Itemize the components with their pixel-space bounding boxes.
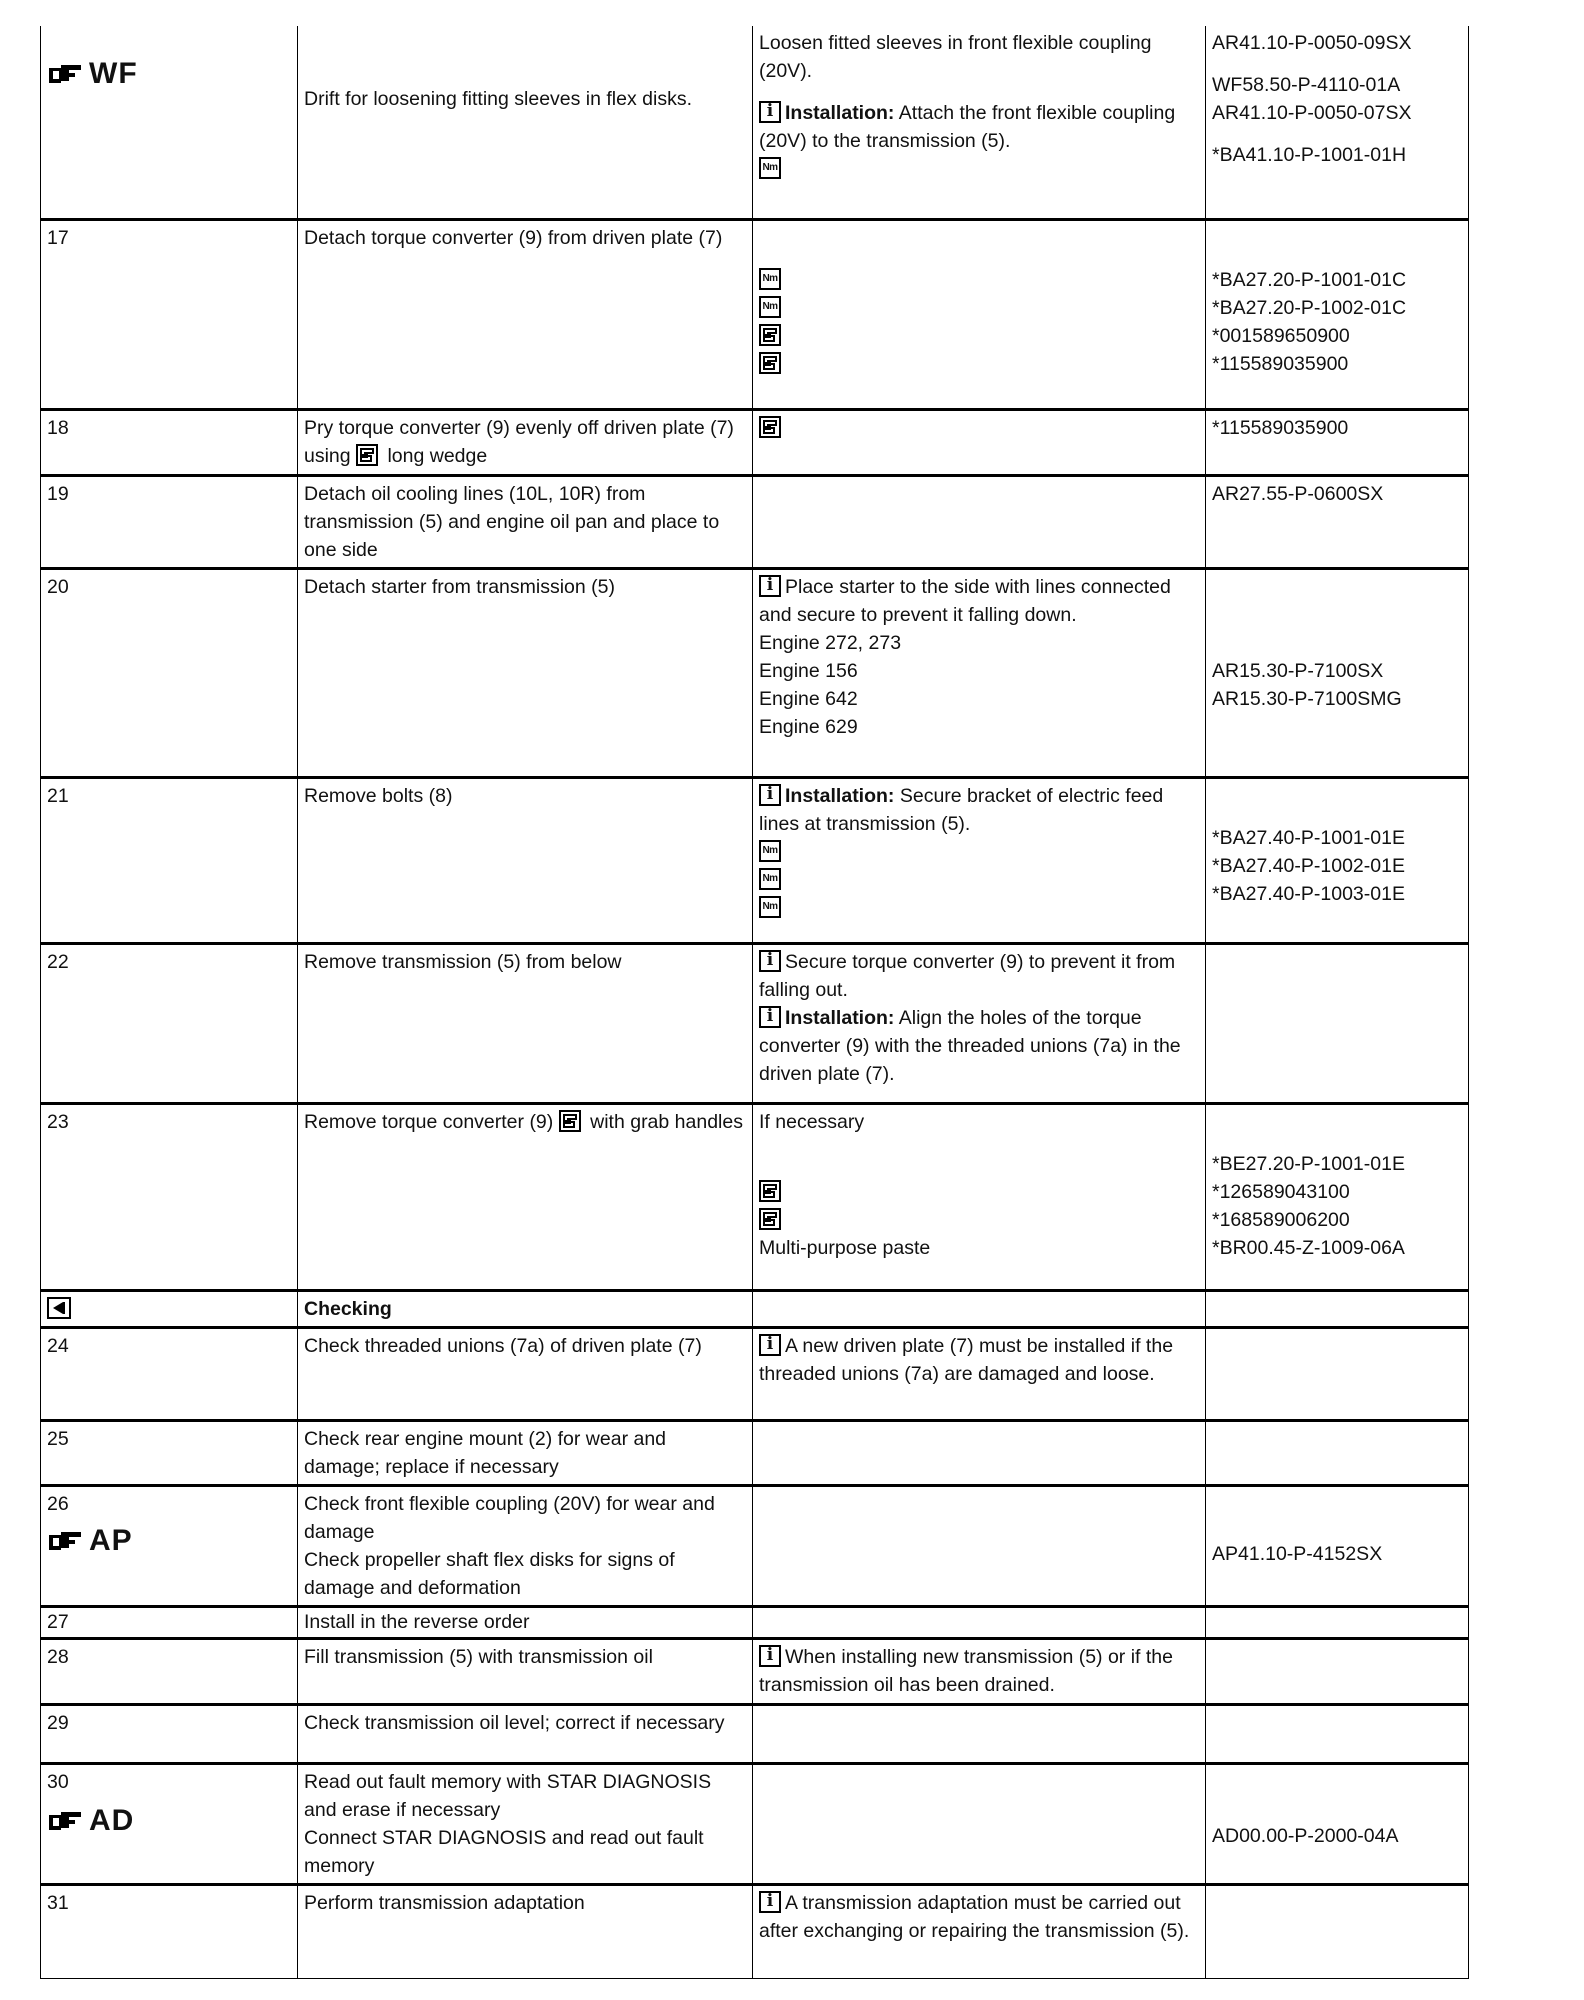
description-text xyxy=(304,29,746,57)
description-cell xyxy=(298,26,753,219)
notes-cell xyxy=(753,409,1206,475)
notes-cell xyxy=(753,26,1206,219)
reference-link[interactable]: AR41.10-P-0050-07SX xyxy=(1212,102,1412,124)
reference-link[interactable]: AR27.55-P-0600SX xyxy=(1212,482,1384,505)
notes-cell xyxy=(753,1884,1206,1978)
torque-nm-icon xyxy=(759,157,781,179)
info-icon xyxy=(759,1645,781,1667)
special-tool-icon xyxy=(759,416,781,438)
pointer-code: AD xyxy=(89,1803,135,1837)
description-cell xyxy=(298,1638,753,1704)
back-arrow-icon[interactable] xyxy=(47,1297,71,1319)
step-number: 25 xyxy=(41,1420,298,1485)
description-text: Fill transmission (5) with transmission oil xyxy=(304,1645,653,1668)
note-body: A new driven plate (7) must be installed if the threaded unions (7a) are damaged and loose. xyxy=(759,1334,1174,1385)
note-text xyxy=(759,1004,1199,1088)
note-body: When installing new transmission (5) or if the transmission oil has been drained. xyxy=(759,1645,1173,1696)
torque-nm-icon xyxy=(759,840,781,862)
step-number: 27 xyxy=(41,1606,298,1638)
reference-cell xyxy=(1206,1704,1469,1763)
step-cell xyxy=(41,26,298,219)
reference-cell xyxy=(1206,475,1469,568)
description-cell xyxy=(298,943,753,1103)
description-text: Read out fault memory with STAR DIAGNOSIS and erase if necessary xyxy=(304,1770,712,1821)
reference-link[interactable]: *BA27.40-P-1001-01E xyxy=(1212,826,1405,849)
info-icon xyxy=(759,1334,781,1356)
table-row xyxy=(41,777,1469,943)
description-cell xyxy=(298,1884,753,1978)
pointer-ad xyxy=(47,1803,291,1837)
installation-label: Installation: xyxy=(785,1006,895,1029)
description-cell xyxy=(298,409,753,475)
description-text: Check threaded unions (7a) of driven plate (7) xyxy=(304,1334,702,1357)
description-cell xyxy=(298,1485,753,1606)
note-text: Engine 629 xyxy=(759,715,858,738)
table-row xyxy=(41,1327,1469,1420)
reference-link[interactable]: WF58.50-P-4110-01A xyxy=(1212,74,1401,96)
note-text: Engine 272, 273 xyxy=(759,631,902,654)
special-tool-icon xyxy=(356,444,378,466)
pointing-hand-icon xyxy=(47,1529,87,1553)
table-row xyxy=(41,943,1469,1103)
description-text: Drift for loosening fitting sleeves in flex disks. xyxy=(304,88,693,110)
description-cell xyxy=(298,1606,753,1638)
notes-cell xyxy=(753,475,1206,568)
description-text: with grab handles xyxy=(590,1110,743,1133)
description-cell xyxy=(298,1103,753,1290)
description-cell xyxy=(298,777,753,943)
step-number: 21 xyxy=(41,777,298,943)
step-number: 17 xyxy=(41,219,298,409)
table-row xyxy=(41,568,1469,777)
description-cell xyxy=(298,1420,753,1485)
installation-label: Installation: xyxy=(785,784,895,807)
procedure-sheet xyxy=(40,26,1468,1979)
note-text xyxy=(759,1889,1199,1945)
reference-link[interactable]: *126589043100 xyxy=(1212,1180,1350,1203)
reference-cell xyxy=(1206,943,1469,1103)
description-text: Detach torque converter (9) from driven plate (7) xyxy=(304,226,723,249)
installation-label: Installation: xyxy=(785,102,895,124)
table-row xyxy=(41,1638,1469,1704)
reference-link[interactable]: AR41.10-P-0050-09SX xyxy=(1212,32,1412,54)
notes-cell xyxy=(753,1327,1206,1420)
reference-cell xyxy=(1206,1606,1469,1638)
notes-cell xyxy=(753,1704,1206,1763)
reference-cell xyxy=(1206,409,1469,475)
step-cell xyxy=(41,1763,298,1884)
reference-link[interactable]: *168589006200 xyxy=(1212,1208,1350,1231)
torque-nm-icon xyxy=(759,296,781,318)
notes-cell xyxy=(753,1763,1206,1884)
description-cell xyxy=(298,1763,753,1884)
torque-nm-icon xyxy=(759,868,781,890)
step-number: 29 xyxy=(41,1704,298,1763)
description-cell xyxy=(298,568,753,777)
reference-link[interactable]: AP41.10-P-4152SX xyxy=(1212,1542,1383,1565)
notes-cell xyxy=(753,1638,1206,1704)
reference-cell xyxy=(1206,1485,1469,1606)
notes-cell xyxy=(753,1606,1206,1638)
pointer-code: WF xyxy=(89,57,138,90)
table-row xyxy=(41,1704,1469,1763)
step-cell xyxy=(41,1290,298,1327)
step-number: 28 xyxy=(41,1638,298,1704)
reference-link[interactable]: *BA27.40-P-1003-01E xyxy=(1212,882,1405,905)
table-row xyxy=(41,1763,1469,1884)
reference-link[interactable]: *001589650900 xyxy=(1212,324,1350,347)
table-row xyxy=(41,1606,1469,1638)
torque-nm-icon xyxy=(759,896,781,918)
reference-link[interactable]: *115589035900 xyxy=(1212,416,1349,439)
description-text: Remove transmission (5) from below xyxy=(304,950,622,973)
note-text: Multi-purpose paste xyxy=(759,1236,931,1259)
table-row xyxy=(41,26,1469,219)
table-row xyxy=(41,1290,1469,1327)
table-row xyxy=(41,1103,1469,1290)
description-text: Install in the reverse order xyxy=(304,1610,530,1633)
description-text: Remove torque converter (9) xyxy=(304,1110,554,1133)
reference-cell xyxy=(1206,26,1469,219)
step-number: 18 xyxy=(41,409,298,475)
description-text: long wedge xyxy=(387,444,488,467)
reference-cell xyxy=(1206,1884,1469,1978)
note-text xyxy=(759,573,1199,629)
notes-cell xyxy=(753,1290,1206,1327)
table-row xyxy=(41,219,1469,409)
table-row xyxy=(41,1485,1469,1606)
pointer-code: AP xyxy=(89,1523,133,1557)
reference-link[interactable]: *115589035900 xyxy=(1212,352,1349,375)
info-icon xyxy=(759,1006,781,1028)
table-row xyxy=(41,409,1469,475)
notes-cell xyxy=(753,777,1206,943)
step-cell xyxy=(41,1485,298,1606)
info-icon xyxy=(759,950,781,972)
special-tool-icon xyxy=(759,1208,781,1230)
description-text: Check propeller shaft flex disks for signs of damage and deformation xyxy=(304,1548,675,1599)
note-text: If necessary xyxy=(759,1110,865,1133)
special-tool-icon xyxy=(759,1180,781,1202)
note-body: Secure bracket of electric feed lines at transmission (5). xyxy=(759,784,1164,835)
section-heading xyxy=(298,1290,753,1327)
note-body: Align the holes of the torque converter (9) with the threaded unions (7a) in the driven plate (7). xyxy=(759,1006,1181,1085)
reference-cell xyxy=(1206,1327,1469,1420)
notes-cell xyxy=(753,1103,1206,1290)
reference-cell xyxy=(1206,1290,1469,1327)
note-text xyxy=(759,1332,1199,1388)
reference-link[interactable]: *BR00.45-Z-1009-06A xyxy=(1212,1236,1405,1259)
table-row xyxy=(41,1884,1469,1978)
note-body: Place starter to the side with lines connected and secure to prevent it falling down. xyxy=(759,575,1171,626)
reference-cell xyxy=(1206,1638,1469,1704)
reference-cell xyxy=(1206,777,1469,943)
special-tool-icon xyxy=(759,324,781,346)
description-text: Check front flexible coupling (20V) for wear and damage xyxy=(304,1492,715,1543)
checking-heading: Checking xyxy=(304,1297,392,1320)
table-row xyxy=(41,475,1469,568)
reference-link[interactable]: *BA27.20-P-1002-01C xyxy=(1212,296,1407,319)
info-icon xyxy=(759,101,781,123)
note-text: Loosen fitted sleeves in front flexible coupling (20V). xyxy=(759,32,1152,82)
notes-cell xyxy=(753,1485,1206,1606)
reference-link[interactable]: *BA41.10-P-1001-01H xyxy=(1212,144,1407,166)
note-text xyxy=(759,782,1199,838)
description-cell xyxy=(298,475,753,568)
note-text: Engine 642 xyxy=(759,687,858,710)
torque-nm-icon xyxy=(759,268,781,290)
table-row xyxy=(41,1420,1469,1485)
info-icon xyxy=(759,784,781,806)
description-cell xyxy=(298,1704,753,1763)
description-text: Perform transmission adaptation xyxy=(304,1891,585,1914)
description-text: Pry torque converter (9) evenly off driven plate (7) using xyxy=(304,416,734,467)
description-text: Remove bolts (8) xyxy=(304,784,453,807)
step-number: 26 xyxy=(47,1492,69,1515)
description-cell xyxy=(298,219,753,409)
notes-cell xyxy=(753,1420,1206,1485)
reference-link[interactable]: AR15.30-P-7100SX xyxy=(1212,659,1384,682)
reference-cell xyxy=(1206,1103,1469,1290)
reference-link[interactable]: *BE27.20-P-1001-01E xyxy=(1212,1152,1405,1175)
note-text xyxy=(759,948,1199,1004)
step-number: 24 xyxy=(41,1327,298,1420)
info-icon xyxy=(759,575,781,597)
pointer-ap xyxy=(47,1523,291,1557)
pointing-hand-icon xyxy=(47,62,87,86)
step-number: 23 xyxy=(41,1103,298,1290)
note-text xyxy=(759,1643,1199,1699)
pointer-wf xyxy=(47,59,291,89)
description-text: Detach oil cooling lines (10L, 10R) from transmission (5) and engine oil pan and place to one side xyxy=(304,482,720,561)
note-text: iInstallation: Attach the front flexible coupling (20V) to the transmission (5). xyxy=(759,99,1199,155)
special-tool-icon xyxy=(759,352,781,374)
description-text: Check rear engine mount (2) for wear and damage; replace if necessary xyxy=(304,1427,667,1478)
reference-link[interactable]: *BA27.40-P-1002-01E xyxy=(1212,854,1405,877)
reference-cell xyxy=(1206,1763,1469,1884)
reference-link[interactable]: AR15.30-P-7100SMG xyxy=(1212,687,1402,710)
description-text: Check transmission oil level; correct if necessary xyxy=(304,1711,725,1734)
reference-link[interactable]: *BA27.20-P-1001-01C xyxy=(1212,268,1407,291)
reference-cell xyxy=(1206,1420,1469,1485)
info-icon xyxy=(759,1891,781,1913)
procedure-table xyxy=(40,26,1469,1979)
notes-cell xyxy=(753,568,1206,777)
reference-cell xyxy=(1206,568,1469,777)
description-cell xyxy=(298,1327,753,1420)
notes-cell xyxy=(753,943,1206,1103)
step-number: 20 xyxy=(41,568,298,777)
step-number: 22 xyxy=(41,943,298,1103)
note-body: Secure torque converter (9) to prevent it from falling out. xyxy=(759,950,1176,1001)
note-body: A transmission adaptation must be carried out after exchanging or repairing the transmission (5). xyxy=(759,1891,1190,1942)
pointing-hand-icon xyxy=(47,1809,87,1833)
step-number: 19 xyxy=(41,475,298,568)
step-number: 31 xyxy=(41,1884,298,1978)
notes-cell xyxy=(753,219,1206,409)
reference-cell xyxy=(1206,219,1469,409)
reference-link[interactable]: AD00.00-P-2000-04A xyxy=(1212,1824,1399,1847)
note-text: Engine 156 xyxy=(759,659,858,682)
special-tool-icon xyxy=(559,1110,581,1132)
description-text: Detach starter from transmission (5) xyxy=(304,575,616,598)
description-text: Connect STAR DIAGNOSIS and read out fault memory xyxy=(304,1826,704,1877)
step-number: 30 xyxy=(47,1770,69,1793)
